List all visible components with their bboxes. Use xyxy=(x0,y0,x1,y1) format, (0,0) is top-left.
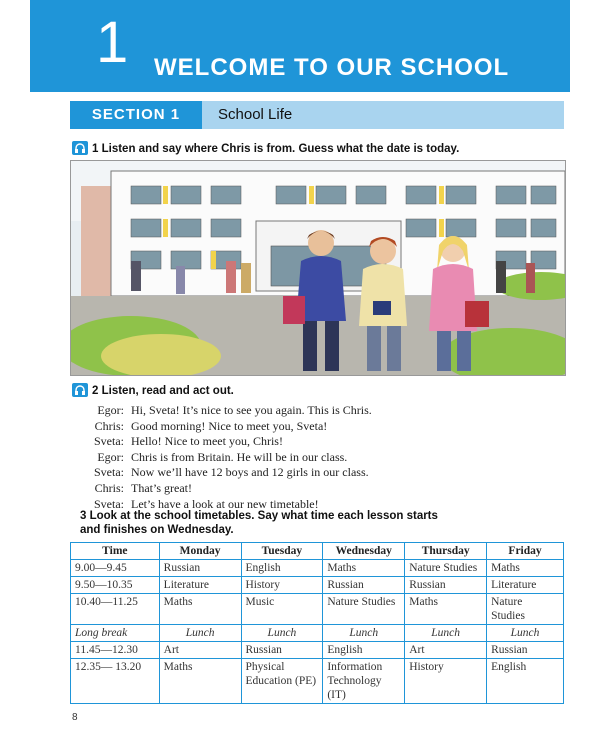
cell: Russian xyxy=(487,642,564,659)
cell: English xyxy=(487,659,564,704)
timetable-header-row xyxy=(71,543,564,560)
task-2-number: 2 xyxy=(92,385,99,397)
speaker: Sveta: xyxy=(94,434,124,449)
table-row-break xyxy=(71,625,564,642)
task-3-number: 3 xyxy=(80,510,87,522)
page-number: 8 xyxy=(72,712,78,723)
cell: 11.45—12.30 xyxy=(71,642,160,659)
table-row xyxy=(71,560,564,577)
cell: 9.50—10.35 xyxy=(71,577,160,594)
cell: 12.35— 13.20 xyxy=(71,659,160,704)
header-cell: Friday xyxy=(487,543,564,560)
cell: Nature Studies xyxy=(405,560,487,577)
dialogue-line xyxy=(72,481,372,497)
line-text: Let’s have a look at our new timetable! xyxy=(131,496,319,511)
task-2 xyxy=(92,385,234,397)
headphones-icon[interactable] xyxy=(72,383,88,397)
cell: Physical Education (PE) xyxy=(241,659,323,704)
section-label: SECTION 1 xyxy=(70,101,202,129)
line-text: Chris is from Britain. He will be in our class. xyxy=(131,449,348,464)
cell: Maths xyxy=(487,560,564,577)
cell: Lunch xyxy=(241,625,323,642)
speaker: Chris: xyxy=(94,418,124,433)
header-cell: Thursday xyxy=(405,543,487,560)
cell: English xyxy=(323,642,405,659)
line-text: Now we’ll have 12 boys and 12 girls in our class. xyxy=(131,465,369,480)
dialogue xyxy=(72,403,372,512)
cell: Information Technology (IT) xyxy=(323,659,405,704)
cell: Lunch xyxy=(487,625,564,642)
dialogue-line xyxy=(72,434,372,450)
line-text: Hello! Nice to meet you, Chris! xyxy=(131,434,283,449)
speaker: Chris: xyxy=(94,480,124,495)
cell: Maths xyxy=(323,560,405,577)
dialogue-line xyxy=(72,403,372,419)
task-1 xyxy=(92,143,459,155)
timetable xyxy=(70,542,564,704)
cell: History xyxy=(241,577,323,594)
header-cell: Time xyxy=(71,543,160,560)
task-1-number: 1 xyxy=(92,143,99,155)
dialogue-line xyxy=(72,465,372,481)
cell: Maths xyxy=(159,659,241,704)
task-2-text: Listen, read and act out. xyxy=(101,385,234,397)
cell: Literature xyxy=(487,577,564,594)
cell: Lunch xyxy=(159,625,241,642)
cell: Maths xyxy=(405,594,487,625)
cell: Russian xyxy=(405,577,487,594)
cell: Music xyxy=(241,594,323,625)
section-name: School Life xyxy=(218,106,293,123)
line-text: Hi, Sveta! It’s nice to see you again. This is Chris. xyxy=(131,403,372,417)
table-row xyxy=(71,577,564,594)
header-cell: Wednesday xyxy=(323,543,405,560)
speaker: Sveta: xyxy=(94,465,124,480)
cell: Maths xyxy=(159,594,241,625)
table-row xyxy=(71,659,564,704)
cell: 9.00—9.45 xyxy=(71,560,160,577)
dialogue-line xyxy=(72,419,372,435)
cell: Lunch xyxy=(323,625,405,642)
section-bar xyxy=(70,101,564,129)
cell: 10.40—11.25 xyxy=(71,594,160,625)
cell: Russian xyxy=(241,642,323,659)
unit-title: WELCOME TO OUR SCHOOL xyxy=(154,54,510,81)
task-1-text: Listen and say where Chris is from. Guess what the date is today. xyxy=(101,143,460,155)
task-3-line1: Look at the school timetables. Say what time each lesson starts xyxy=(89,510,438,522)
cell: Art xyxy=(159,642,241,659)
header-cell: Tuesday xyxy=(241,543,323,560)
cell: English xyxy=(241,560,323,577)
speaker: Egor: xyxy=(97,403,124,417)
unit-banner xyxy=(30,0,570,92)
task-3-line2: and finishes on Wednesday. xyxy=(80,524,234,536)
headphones-icon[interactable] xyxy=(72,141,88,155)
dialogue-line xyxy=(72,450,372,466)
school-illustration xyxy=(70,160,566,376)
cell: Long break xyxy=(71,625,160,642)
line-text: Good morning! Nice to meet you, Sveta! xyxy=(131,418,328,433)
cell: Art xyxy=(405,642,487,659)
cell: Literature xyxy=(159,577,241,594)
line-text: That’s great! xyxy=(131,480,192,495)
task-3 xyxy=(80,509,438,537)
cell: Nature Studies xyxy=(487,594,564,625)
cell: Russian xyxy=(323,577,405,594)
header-cell: Monday xyxy=(159,543,241,560)
cell: History xyxy=(405,659,487,704)
table-row xyxy=(71,642,564,659)
cell: Russian xyxy=(159,560,241,577)
table-row xyxy=(71,594,564,625)
speaker: Egor: xyxy=(97,449,124,464)
unit-number: 1 xyxy=(96,10,129,75)
cell: Lunch xyxy=(405,625,487,642)
speaker: Sveta: xyxy=(94,496,124,511)
cell: Nature Studies xyxy=(323,594,405,625)
